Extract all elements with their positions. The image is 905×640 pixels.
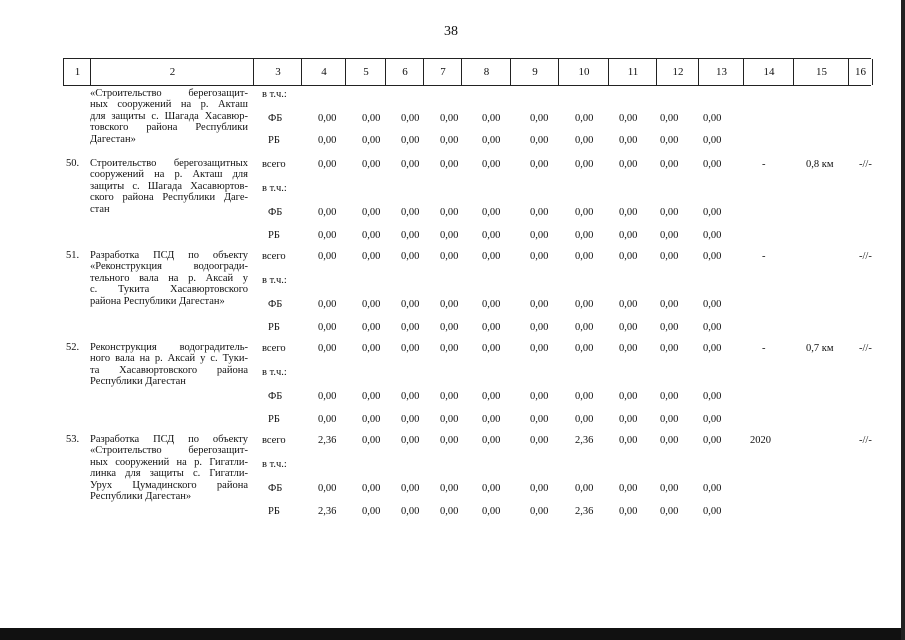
amount-cell: 0,00 xyxy=(703,322,722,333)
funding-line xyxy=(0,413,905,427)
amount-cell: 0,00 xyxy=(575,414,594,425)
funding-line xyxy=(0,458,905,472)
project-name-line: Разработка ПСД по объекту xyxy=(90,434,248,445)
amount-cell: 0,00 xyxy=(619,230,638,241)
amount-cell: 0,00 xyxy=(619,113,638,124)
note-cell: -//- xyxy=(859,343,872,354)
amount-cell: 0,00 xyxy=(440,322,459,333)
amount-cell: 0,00 xyxy=(440,113,459,124)
header-cell-12: 12 xyxy=(656,59,699,85)
amount-cell: 2,36 xyxy=(575,506,594,517)
funding-line xyxy=(0,182,905,196)
amount-cell: 0,00 xyxy=(362,230,381,241)
amount-cell: 0,00 xyxy=(482,343,501,354)
amount-cell: 0,00 xyxy=(575,230,594,241)
funding-source-label: в т.ч.: xyxy=(262,183,287,194)
amount-cell: 0,00 xyxy=(619,483,638,494)
project-name-line: защиты с. Шагада Хасавюртов- xyxy=(90,180,248,192)
amount-cell: 0,00 xyxy=(401,135,420,146)
project-name-line: с. Тукита Хасавюртовского xyxy=(90,284,248,296)
amount-cell: 0,00 xyxy=(401,299,420,310)
project-name-line: Республики Дагестан» xyxy=(90,491,192,503)
row-number: 53. xyxy=(66,434,80,445)
amount-cell: 0,00 xyxy=(482,414,501,425)
header-cell-16: 16 xyxy=(848,59,873,85)
amount-cell: 0,00 xyxy=(703,135,722,146)
header-cell-8: 8 xyxy=(461,59,511,85)
amount-cell: 0,00 xyxy=(318,207,337,218)
year-cell: - xyxy=(762,251,766,262)
funding-source-label: ФБ xyxy=(268,113,283,124)
amount-cell: 0,00 xyxy=(660,483,679,494)
funding-line xyxy=(0,158,905,172)
amount-cell: 0,00 xyxy=(575,159,594,170)
table-header xyxy=(63,58,871,86)
amount-cell: 0,00 xyxy=(619,414,638,425)
project-name-line: линка для защиты с. Гигатли- xyxy=(90,468,248,480)
funding-line xyxy=(0,203,905,220)
amount-cell: 0,00 xyxy=(575,343,594,354)
header-cell-9: 9 xyxy=(510,59,559,85)
amount-cell: 0,00 xyxy=(482,159,501,170)
project-name-line: сооружений на р. Акташ для xyxy=(90,169,248,181)
funding-source-label: РБ xyxy=(268,135,280,146)
amount-cell: 0,00 xyxy=(401,414,420,425)
funding-line xyxy=(0,88,905,102)
amount-cell: 0,00 xyxy=(440,506,459,517)
funding-source-label: ФБ xyxy=(268,207,283,218)
project-name-line: Реконструкция водоградитель- xyxy=(90,342,248,353)
amount-cell: 0,00 xyxy=(660,113,679,124)
note-cell: -//- xyxy=(859,435,872,446)
funding-line xyxy=(0,250,905,264)
amount-cell: 0,00 xyxy=(482,391,501,402)
funding-line xyxy=(0,274,905,288)
amount-cell: 0,00 xyxy=(440,135,459,146)
amount-cell: 0,00 xyxy=(703,230,722,241)
funding-line xyxy=(0,229,905,243)
amount-cell: 0,00 xyxy=(619,251,638,262)
amount-cell: 0,00 xyxy=(575,207,594,218)
row-number: 50. xyxy=(66,158,80,169)
amount-cell: 2,36 xyxy=(318,506,337,517)
capacity-cell: 0,8 км xyxy=(806,159,834,170)
amount-cell: 0,00 xyxy=(318,483,337,494)
amount-cell: 0,00 xyxy=(362,343,381,354)
amount-cell: 0,00 xyxy=(318,322,337,333)
amount-cell: 0,00 xyxy=(440,251,459,262)
funding-source-label: РБ xyxy=(268,506,280,517)
amount-cell: 0,00 xyxy=(530,299,549,310)
amount-cell: 0,00 xyxy=(703,391,722,402)
amount-cell: 0,00 xyxy=(703,113,722,124)
page-number: 38 xyxy=(444,24,458,39)
amount-cell: 0,00 xyxy=(401,207,420,218)
amount-cell: 0,00 xyxy=(440,414,459,425)
project-name-line: тельного вала на р. Аксай у xyxy=(90,272,248,284)
amount-cell: 0,00 xyxy=(482,322,501,333)
amount-cell: 0,00 xyxy=(660,207,679,218)
amount-cell: 0,00 xyxy=(318,343,337,354)
amount-cell: 0,00 xyxy=(530,483,549,494)
amount-cell: 0,00 xyxy=(703,435,722,446)
project-name-line: «Реконструкция водоогради- xyxy=(90,261,248,273)
amount-cell: 0,00 xyxy=(530,251,549,262)
amount-cell: 0,00 xyxy=(482,135,501,146)
amount-cell: 0,00 xyxy=(482,435,501,446)
funding-line xyxy=(0,479,905,496)
funding-source-label: ФБ xyxy=(268,391,283,402)
amount-cell: 0,00 xyxy=(440,230,459,241)
amount-cell: 0,00 xyxy=(362,135,381,146)
project-name-line: «Строительство берегозащит- xyxy=(90,88,248,99)
amount-cell: 0,00 xyxy=(660,230,679,241)
header-cell-4: 4 xyxy=(301,59,346,85)
funding-line xyxy=(0,505,905,519)
amount-cell: 0,00 xyxy=(440,343,459,354)
amount-cell: 0,00 xyxy=(619,207,638,218)
scan-bottom-border xyxy=(0,628,905,640)
amount-cell: 0,00 xyxy=(619,299,638,310)
header-cell-11: 11 xyxy=(608,59,657,85)
amount-cell: 0,00 xyxy=(530,506,549,517)
funding-line xyxy=(0,321,905,335)
amount-cell: 0,00 xyxy=(401,435,420,446)
project-name-line: для защиты с. Шагада Хасавюр- xyxy=(90,110,248,122)
amount-cell: 0,00 xyxy=(619,135,638,146)
amount-cell: 0,00 xyxy=(660,343,679,354)
amount-cell: 0,00 xyxy=(440,207,459,218)
amount-cell: 0,00 xyxy=(619,506,638,517)
amount-cell: 0,00 xyxy=(362,113,381,124)
amount-cell: 0,00 xyxy=(482,251,501,262)
amount-cell: 0,00 xyxy=(440,299,459,310)
amount-cell: 0,00 xyxy=(482,506,501,517)
amount-cell: 0,00 xyxy=(530,435,549,446)
amount-cell: 0,00 xyxy=(318,391,337,402)
amount-cell: 0,00 xyxy=(362,207,381,218)
amount-cell: 0,00 xyxy=(482,113,501,124)
project-name-line: Дагестан» xyxy=(90,133,136,145)
funding-line xyxy=(0,390,905,404)
amount-cell: 0,00 xyxy=(530,207,549,218)
amount-cell: 0,00 xyxy=(440,159,459,170)
amount-cell: 0,00 xyxy=(530,414,549,425)
funding-line xyxy=(0,366,905,380)
header-cell-15: 15 xyxy=(793,59,849,85)
amount-cell: 0,00 xyxy=(401,483,420,494)
funding-source-label: всего xyxy=(262,343,286,354)
funding-source-label: РБ xyxy=(268,322,280,333)
header-cell-10: 10 xyxy=(558,59,609,85)
funding-source-label: всего xyxy=(262,159,286,170)
header-cell-2: 2 xyxy=(90,59,254,85)
amount-cell: 0,00 xyxy=(660,414,679,425)
amount-cell: 0,00 xyxy=(703,483,722,494)
amount-cell: 0,00 xyxy=(703,506,722,517)
funding-source-label: ФБ xyxy=(268,483,283,494)
amount-cell: 0,00 xyxy=(530,391,549,402)
amount-cell: 0,00 xyxy=(482,299,501,310)
amount-cell: 0,00 xyxy=(619,322,638,333)
amount-cell: 0,00 xyxy=(619,159,638,170)
amount-cell: 0,00 xyxy=(703,414,722,425)
amount-cell: 0,00 xyxy=(703,299,722,310)
amount-cell: 0,00 xyxy=(318,135,337,146)
amount-cell: 0,00 xyxy=(619,343,638,354)
amount-cell: 0,00 xyxy=(318,159,337,170)
amount-cell: 0,00 xyxy=(660,435,679,446)
funding-source-label: РБ xyxy=(268,414,280,425)
amount-cell: 0,00 xyxy=(362,435,381,446)
project-name-line: та Хасавюртовского района xyxy=(90,364,248,376)
note-cell: -//- xyxy=(859,159,872,170)
year-cell: 2020 xyxy=(750,435,771,446)
amount-cell: 0,00 xyxy=(660,322,679,333)
amount-cell: 0,00 xyxy=(619,391,638,402)
amount-cell: 0,00 xyxy=(401,322,420,333)
funding-source-label: в т.ч.: xyxy=(262,89,287,100)
amount-cell: 0,00 xyxy=(362,414,381,425)
amount-cell: 0,00 xyxy=(575,251,594,262)
header-cell-7: 7 xyxy=(423,59,462,85)
project-name-line: района Республики Дагестан» xyxy=(90,295,225,307)
amount-cell: 0,00 xyxy=(401,506,420,517)
funding-line xyxy=(0,434,905,448)
funding-line xyxy=(0,134,905,148)
amount-cell: 0,00 xyxy=(660,391,679,402)
amount-cell: 0,00 xyxy=(530,135,549,146)
project-name-line: стан xyxy=(90,203,110,215)
funding-line xyxy=(0,295,905,312)
amount-cell: 0,00 xyxy=(530,322,549,333)
amount-cell: 0,00 xyxy=(619,435,638,446)
funding-source-label: РБ xyxy=(268,230,280,241)
amount-cell: 0,00 xyxy=(318,414,337,425)
amount-cell: 0,00 xyxy=(575,135,594,146)
header-cell-6: 6 xyxy=(385,59,424,85)
amount-cell: 0,00 xyxy=(575,391,594,402)
amount-cell: 0,00 xyxy=(482,230,501,241)
amount-cell: 0,00 xyxy=(401,159,420,170)
header-cell-1: 1 xyxy=(63,59,91,85)
note-cell: -//- xyxy=(859,251,872,262)
amount-cell: 0,00 xyxy=(530,113,549,124)
amount-cell: 0,00 xyxy=(318,251,337,262)
row-number: 52. xyxy=(66,342,80,353)
row-number: 51. xyxy=(66,250,80,261)
amount-cell: 0,00 xyxy=(401,343,420,354)
amount-cell: 0,00 xyxy=(575,483,594,494)
amount-cell: 0,00 xyxy=(660,299,679,310)
amount-cell: 0,00 xyxy=(440,435,459,446)
amount-cell: 0,00 xyxy=(703,251,722,262)
capacity-cell: 0,7 км xyxy=(806,343,834,354)
amount-cell: 0,00 xyxy=(401,230,420,241)
amount-cell: 0,00 xyxy=(362,159,381,170)
project-name-line: ного вала на р. Аксай у с. Туки- xyxy=(90,353,248,365)
amount-cell: 0,00 xyxy=(530,159,549,170)
year-cell: - xyxy=(762,343,766,354)
amount-cell: 0,00 xyxy=(703,159,722,170)
project-name-line: Урух Цумадинского района xyxy=(90,479,248,491)
amount-cell: 0,00 xyxy=(401,251,420,262)
project-name-line: «Строительство берегозащит- xyxy=(90,445,248,457)
amount-cell: 0,00 xyxy=(440,483,459,494)
amount-cell: 0,00 xyxy=(362,391,381,402)
amount-cell: 0,00 xyxy=(318,230,337,241)
amount-cell: 0,00 xyxy=(575,113,594,124)
amount-cell: 0,00 xyxy=(362,299,381,310)
header-cell-5: 5 xyxy=(345,59,386,85)
funding-source-label: в т.ч.: xyxy=(262,367,287,378)
project-name-line: товского района Республики xyxy=(90,122,248,134)
amount-cell: 0,00 xyxy=(575,299,594,310)
amount-cell: 0,00 xyxy=(530,230,549,241)
project-name-line: ных сооружений на р. Гигатли- xyxy=(90,456,248,468)
funding-source-label: всего xyxy=(262,251,286,262)
amount-cell: 2,36 xyxy=(575,435,594,446)
amount-cell: 0,00 xyxy=(703,343,722,354)
project-name-line: Разработка ПСД по объекту xyxy=(90,250,248,261)
year-cell: - xyxy=(762,159,766,170)
amount-cell: 0,00 xyxy=(482,207,501,218)
amount-cell: 0,00 xyxy=(362,322,381,333)
amount-cell: 0,00 xyxy=(660,159,679,170)
amount-cell: 0,00 xyxy=(401,391,420,402)
amount-cell: 0,00 xyxy=(482,483,501,494)
funding-line xyxy=(0,112,905,126)
amount-cell: 0,00 xyxy=(575,322,594,333)
funding-source-label: в т.ч.: xyxy=(262,459,287,470)
amount-cell: 0,00 xyxy=(703,207,722,218)
amount-cell: 0,00 xyxy=(440,391,459,402)
amount-cell: 0,00 xyxy=(401,113,420,124)
amount-cell: 0,00 xyxy=(318,299,337,310)
header-cell-14: 14 xyxy=(743,59,794,85)
amount-cell: 0,00 xyxy=(362,506,381,517)
project-name-line: ского района Республики Даге- xyxy=(90,192,248,204)
amount-cell: 0,00 xyxy=(362,483,381,494)
funding-line xyxy=(0,342,905,356)
header-cell-3: 3 xyxy=(253,59,302,85)
funding-source-label: ФБ xyxy=(268,299,283,310)
funding-source-label: в т.ч.: xyxy=(262,275,287,286)
amount-cell: 2,36 xyxy=(318,435,337,446)
amount-cell: 0,00 xyxy=(660,135,679,146)
amount-cell: 0,00 xyxy=(660,506,679,517)
amount-cell: 0,00 xyxy=(318,113,337,124)
project-name-line: ных сооружений на р. Акташ xyxy=(90,99,248,111)
project-name-line: Республики Дагестан xyxy=(90,376,186,388)
scan-right-border xyxy=(901,0,905,640)
amount-cell: 0,00 xyxy=(660,251,679,262)
amount-cell: 0,00 xyxy=(362,251,381,262)
project-name-line: Строительство берегозащитных xyxy=(90,158,248,169)
amount-cell: 0,00 xyxy=(530,343,549,354)
funding-source-label: всего xyxy=(262,435,286,446)
header-cell-13: 13 xyxy=(698,59,744,85)
